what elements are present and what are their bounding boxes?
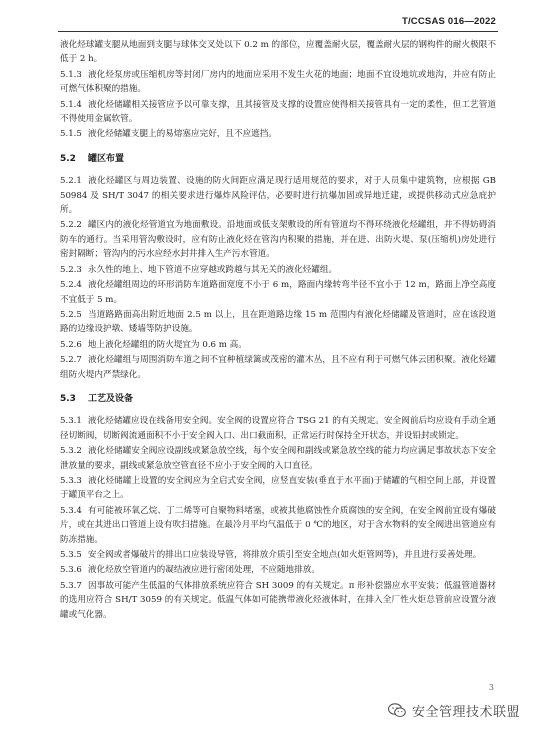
section-heading-5-2: 5.2 罐区布置: [60, 153, 124, 164]
clause-5-2-6: 5.2.6 地上液化烃罐组的防火堤宜为 0.6 m 高。: [60, 339, 247, 350]
page-number: 3: [488, 683, 494, 692]
watermark: [388, 700, 520, 720]
clause-5-1-4: 5.1.4 液化烃储罐相关接管应予以可靠支撑，且其接管及支撑的设置应使得相关接管具有一定的柔性，但工艺管道不得使用金属软管。: [60, 99, 496, 125]
clause-5-3-1: 5.3.1 液化烃储罐应设在线备用安全阀。安全阀的设置应符合 TSG 21 的有关规定。安全阀前后均应设有手动全通径切断阀，切断阀流通面积不小于安全阀入口、出口截面积，正常运行时保持全开状态，并设铅封或锁定。: [60, 416, 496, 441]
clause-5-3-2: 5.3.2 液化烃储罐安全阀应设副线或紧急放空线，每个安全阀和副线或紧急放空线的能力均应满足事故状态下安全泄放量的要求，副线或紧急放空管直径不应小于安全阀的入口直径。: [60, 446, 496, 471]
clause-5-3-3: 5.3.3 液化烃储罐上设置的安全阀应为全启式安全阀，应竖直安装(垂直于水平面)于储罐的气相空间上部，并设置于罐顶平台之上。: [60, 475, 496, 501]
clause-5-1-5: 5.1.5 液化烃储罐支腿上的易熔塞应完好，且不应遮挡。: [60, 129, 277, 140]
standard-code: T/CCSAS 016—2022: [401, 16, 496, 27]
clause-5-2-4: 5.2.4 液化烃罐组周边的环形消防车道路面宽度不小于 6 m，路面内缘转弯半径不宜小于 12 m，路面上净空高度不宜低于 5 m。: [60, 280, 496, 305]
section-5-3-body: [60, 414, 496, 622]
header-rule: [58, 31, 498, 32]
clause-5-1-3: 5.1.3 液化烃泵房或压缩机房等封闭厂房内的地面应采用不发生火花的地面；地面不宜设地坑或地沟，并应有防止可燃气体积聚的措施。: [60, 69, 496, 95]
clause-5-3-4: 5.3.4 有可能被环氧乙烷、丁二烯等可自聚物料堵塞，或被其他腐蚀性介质腐蚀的安全阀，在安全阀前宜设有爆破片，或在其进出口管道上设有吹扫措施。在最冷月平均气温低于 0 ℃的地区，对于含水物料的安全阀进出管道应有防冻措施。: [60, 505, 496, 545]
document-body: [60, 38, 496, 623]
clause-5-2-5: 5.2.5 当道路路面高出附近地面 2.5 m 以上，且在距道路边缘 15 m 范围内有液化烃储罐及管道时，应在该段道路的边缘设护墩、矮墙等防护设施。: [60, 309, 496, 335]
clause-5-3-5: 5.3.5 安全阀或者爆破片的排出口应装设导管，将排放介质引至安全地点(如火炬管网等)，并且进行妥善处理。: [60, 550, 482, 560]
clause-5-3-6: 5.3.6 液化烃放空管道内的凝结液应进行密闭处理，不应随地排放。: [60, 565, 320, 576]
clause-5-3-7: 5.3.7 因事故可能产生低温的气体排放系统应符合 SH 3009 的有关规定。π 形补偿器应水平安装；低温管道器材的选用应符合 SH/T 3059 的有关规定。低温气体如可能携带液化烃液体时，在排入全厂性火炬总管前应设置分液罐或气化器。: [60, 580, 496, 620]
paragraph-continuation: 液化烃球罐支腿从地面到支腿与球体交叉处以下 0.2 m 的部位，应覆盖耐火层，覆盖耐火层的钢构件的耐火极限不低于 2 h。: [60, 40, 496, 65]
clause-5-2-3: 5.2.3 永久性的地上、地下管道不应穿越或跨越与其无关的液化烃罐组。: [60, 264, 338, 275]
clause-5-2-1: 5.2.1 液化烃罐区与周边装置、设施的防火间距应满足现行适用规范的要求，对于人员集中建筑物，应根据 GB 50984 及 SH/T 3047 的相关要求进行爆炸风险评估，必要时进行抗爆加固或异地迁建，或提供移动式应急庇护所。: [60, 176, 496, 216]
clause-5-2-7: 5.2.7 液化烃罐组与周围消防车道之间不宜种植绿篱或茂密的灌木丛，且不应有利于可燃气体云团积聚。液化烃罐组防火堤内严禁绿化。: [60, 355, 496, 380]
wechat-icon: [388, 703, 406, 718]
watermark-text: 安全管理技术联盟: [411, 704, 520, 720]
section-heading-5-3: 5.3 工艺及设备: [60, 393, 133, 404]
paragraphs-top: [60, 38, 496, 142]
section-5-2-body: [60, 174, 496, 382]
clause-5-2-2: 5.2.2 罐区内的液化烃管道宜为地面敷设。沿地面或低支架敷设的所有管道均不得环绕液化烃罐组，并不得妨碍消防车的通行。当采用管沟敷设时，应有防止液化烃在管沟内积聚的措施，并在进、出防火堤、泵(压缩机)房处进行密封隔断；管沟内的污水应经水封井排入生产污水管道。: [60, 220, 496, 260]
